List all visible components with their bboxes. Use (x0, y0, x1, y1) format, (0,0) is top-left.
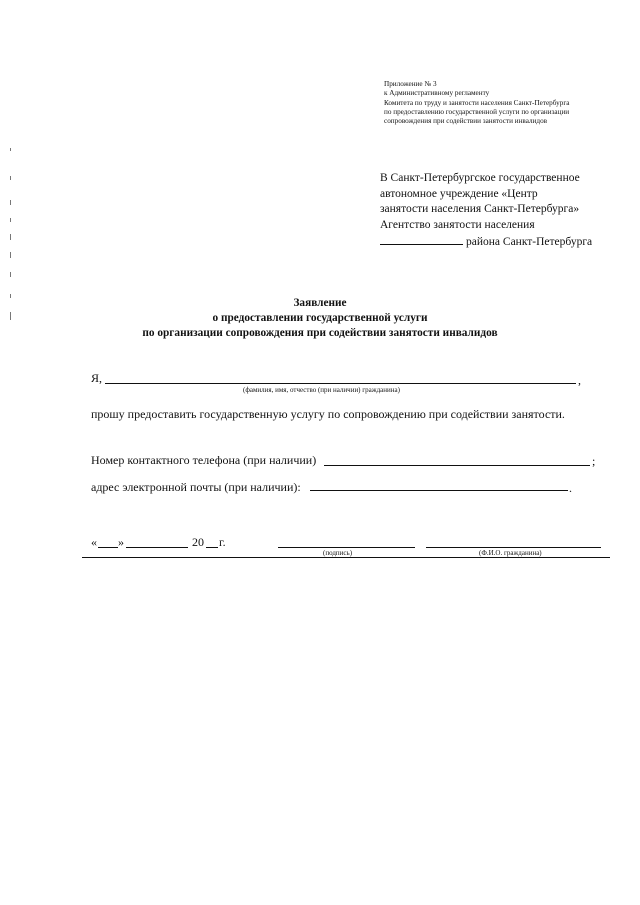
email-label: адрес электронной почты (при наличии): (91, 480, 301, 494)
title-line: по организации сопровождения при содействии занятости инвалидов (142, 327, 498, 340)
appendix-line: Приложение № 3 (384, 80, 437, 88)
day-field[interactable] (98, 547, 118, 548)
year-suffix: г. (219, 535, 226, 549)
margin-mark (10, 176, 11, 180)
appendix-line: по предоставлению государственной услуги по организации (384, 107, 570, 116)
phone-label: Номер контактного телефона (при наличии) (91, 453, 317, 467)
bottom-rule (82, 557, 610, 558)
document-title (0, 296, 640, 342)
name-field[interactable] (105, 383, 576, 384)
recipient-district-line (380, 233, 592, 251)
recipient-line: Агентство занятости населения (380, 218, 535, 231)
signature-field[interactable] (278, 547, 415, 548)
recipient-line: занятости населения Санкт-Петербурга» (380, 203, 580, 216)
margin-mark (10, 272, 11, 277)
date-open-quote: « (91, 535, 97, 549)
margin-mark (10, 234, 11, 240)
phone-end-punct: ; (592, 454, 596, 468)
date-close-quote: » (118, 535, 124, 549)
appendix-line: к Административному регламенту (384, 89, 490, 98)
title-line: Заявление (293, 297, 347, 309)
i-label: Я, (91, 371, 103, 385)
appendix-note (384, 80, 569, 126)
recipient-line: автономное учреждение «Центр (380, 187, 538, 200)
margin-mark (10, 200, 11, 205)
signature-hint: (подпись) (323, 549, 353, 557)
month-field[interactable] (126, 547, 188, 548)
recipient-block (380, 171, 592, 251)
year-field[interactable] (206, 547, 218, 548)
recipient-line: В Санкт-Петербургское государственное (380, 172, 580, 184)
email-end-punct: . (569, 481, 572, 495)
name-end-punct: , (578, 373, 581, 387)
margin-mark (10, 218, 11, 222)
title-line: о предоставлении государственной услуги (212, 312, 428, 325)
margin-mark (10, 252, 11, 258)
fio-hint: (Ф.И.О. гражданина) (479, 549, 542, 557)
appendix-line: сопровождения при содействии занятости инвалидов (384, 117, 548, 126)
name-hint: (фамилия, имя, отчество (при наличии) гражданина) (243, 386, 400, 394)
fio-field[interactable] (426, 547, 601, 548)
margin-mark (10, 148, 11, 151)
email-field[interactable] (310, 490, 568, 491)
district-suffix: района Санкт-Петербурга (466, 236, 593, 249)
district-blank[interactable] (380, 233, 463, 245)
request-text: прошу предоставить государственную услугу по сопровождению при содействии занятости. (91, 407, 565, 421)
appendix-line: Комитета по труду и занятости населения Санкт-Петербурга (384, 98, 570, 107)
phone-field[interactable] (324, 465, 590, 466)
year-prefix: 20 (192, 535, 204, 549)
